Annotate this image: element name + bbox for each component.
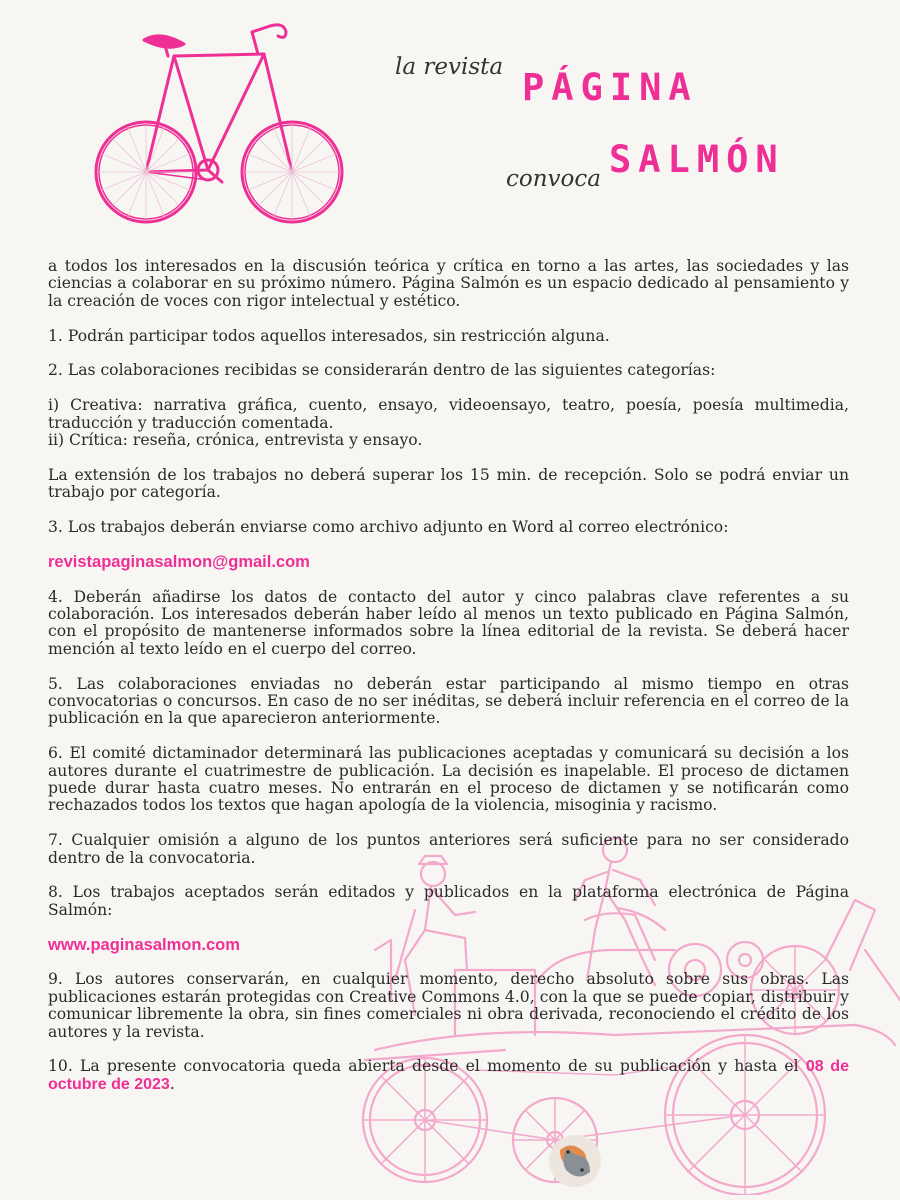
rule-3: 3. Los trabajos deberán enviarse como archivo adjunto en Word al correo electrónico: — [48, 518, 729, 537]
rule-2: 2. Las colaboraciones recibidas se considerarán dentro de las siguientes categorías: — [48, 361, 716, 380]
bicycle-icon — [88, 12, 350, 228]
rule-2-extension: La extensión de los trabajos no deberá superar los 15 min. de recepción. Solo se podrá enviar un trabajo por categoría. — [48, 465, 849, 502]
rule-10-text: 10. La presente convocatoria queda abierta desde el momento de su publicación y hasta el — [48, 1057, 799, 1076]
intro-paragraph: a todos los interesados en la discusión teórica y crítica en torno a las artes, las sociedades y las ciencias a colaborar en su próximo número. Página Salmón es un espacio dedicado al pensamiento y la creación de voces con rigor intelectual y estético. — [48, 257, 849, 310]
email-link[interactable]: revistapaginasalmon@gmail.com — [48, 552, 310, 571]
rule-9: 9. Los autores conservarán, en cualquier momento, derecho absoluto sobre sus obras. Las publicaciones estarán protegidas con Creative Commons 4.0, con la que se puede copiar, distribuir y comunicar libremente la obra, sin fines comerciales ni obra derivada, reconociendo el crédito de los autores y la revista. — [48, 970, 849, 1041]
title-lead-text: la revista — [395, 54, 504, 80]
rule-6: 6. El comité dictaminador determinará las publicaciones aceptadas y comunicará su decisión a los autores durante el cuatrimestre de publicación. La decisión es inapelable. El proceso de dictamen puede durar hasta cuatro meses. No entrarán en el proceso de dictamen y se notificarán como rechazados todos los textos que hagan apología de la violencia, misoginia y racismo. — [48, 744, 849, 815]
rule-8: 8. Los trabajos aceptados serán editados y publicados en la plataforma electrónica de Página Salmón: — [48, 883, 849, 919]
fish-logo-icon — [546, 1132, 604, 1190]
magazine-name-line2: SALMÓN — [609, 138, 785, 181]
deadline-date: 08 de octubre de 2023 — [48, 1058, 849, 1093]
rule-10 — [48, 1058, 849, 1093]
category-creative: i) Creativa: narrativa gráfica, cuento, ensayo, videoensayo, teatro, poesía, poesía multimedia, traducción y traducción comentada. — [48, 396, 849, 432]
rule-5: 5. Las colaboraciones enviadas no deberán estar participando al mismo tiempo en otras convocatorias o concursos. En caso de no ser inéditas, se deberá incluir referencia en el correo de la publicación en la que aparecieron anteriormente. — [48, 674, 849, 728]
rule-1: 1. Podrán participar todos aquellos interesados, sin restricción alguna. — [48, 326, 610, 345]
rule-7: 7. Cualquier omisión a alguno de los puntos anteriores será suficiente para no ser considerado dentro de la convocatoria. — [48, 831, 849, 867]
magazine-name-line1: PÁGINA — [522, 66, 698, 109]
rule-4: 4. Deberán añadirse los datos de contacto del autor y cinco palabras clave referentes a su colaboración. Los interesados deberán haber leído al menos un texto publicado en Página Salmón, con el propósito de mantenerse informados sobre la línea editorial de la revista. Se deberá hacer mención al texto leído en el cuerpo del correo. — [48, 587, 849, 658]
rule-10-end: . — [169, 1074, 175, 1093]
website-link[interactable]: www.paginasalmon.com — [48, 935, 240, 954]
category-critical: ii) Crítica: reseña, crónica, entrevista y ensayo. — [48, 431, 423, 450]
title-verb-text: convoca — [506, 166, 601, 192]
call-body — [48, 258, 849, 1111]
